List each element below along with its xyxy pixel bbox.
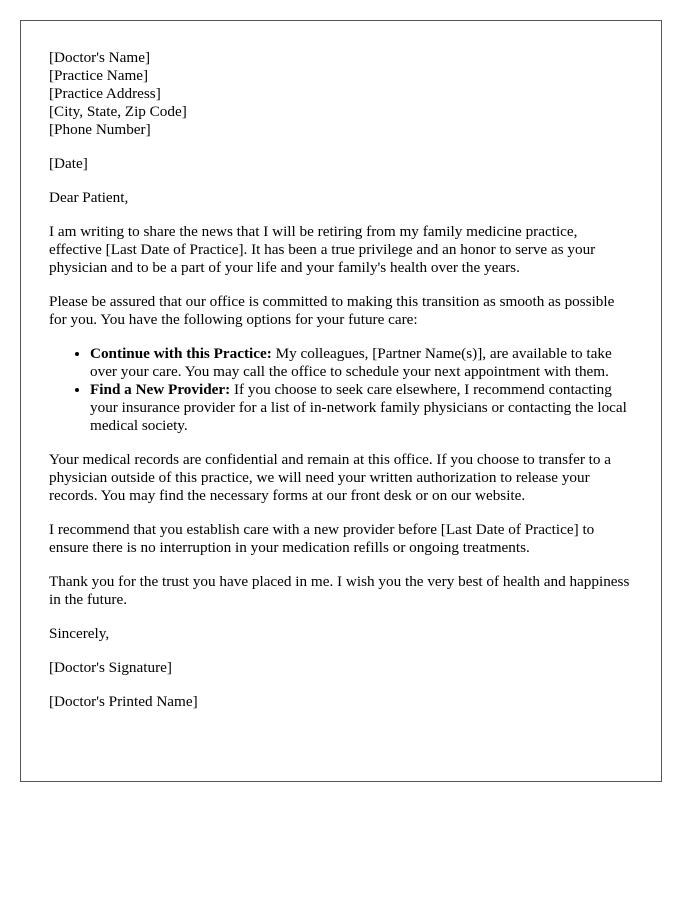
practice-address: [Practice Address] <box>49 85 161 102</box>
paragraph-thanks: Thank you for the trust you have placed in me. I wish you the very best of health and happiness in the future. <box>49 573 630 608</box>
option-title: Continue with this Practice: <box>90 345 272 362</box>
letter-page <box>20 20 662 782</box>
city-state-zip: [City, State, Zip Code] <box>49 103 187 120</box>
closing: Sincerely, <box>49 625 110 642</box>
doctor-name: [Doctor's Name] <box>49 49 150 66</box>
option-text: My colleagues, [Partner Name(s)], are available to take over your care. You may call the office to schedule your next appointment with them. <box>90 345 612 380</box>
option-text: If you choose to seek care elsewhere, I recommend contacting your insurance provider for a list of in-network family physicians or contacting the local medical society. <box>90 381 627 434</box>
sender-address-block <box>49 49 633 139</box>
paragraph-intro: I am writing to share the news that I will be retiring from my family medicine practice, effective [Last Date of Practice]. It has been a true privilege and an honor to serve as your physician and to be a part of your life and your family's health over the years. <box>49 223 596 276</box>
practice-name: [Practice Name] <box>49 67 149 84</box>
paragraph-records: Your medical records are confidential and remain at this office. If you choose to transfer to a physician outside of this practice, we will need your written authorization to release your records. You may find the necessary forms at our front desk or on our website. <box>49 451 612 504</box>
salutation: Dear Patient, <box>49 189 129 206</box>
doctor-printed-name: [Doctor's Printed Name] <box>49 693 198 710</box>
phone-number: [Phone Number] <box>49 121 151 138</box>
list-item <box>90 381 633 435</box>
list-item <box>90 345 633 381</box>
care-options-list <box>49 345 633 435</box>
letter-date: [Date] <box>49 155 88 172</box>
doctor-signature: [Doctor's Signature] <box>49 659 172 676</box>
paragraph-assurance: Please be assured that our office is committed to making this transition as smooth as possible for you. You have the following options for your future care: <box>49 293 615 328</box>
paragraph-recommend: I recommend that you establish care with a new provider before [Last Date of Practice] to ensure there is no interruption in your medication refills or ongoing treatments. <box>49 521 595 556</box>
option-title: Find a New Provider: <box>90 381 231 398</box>
